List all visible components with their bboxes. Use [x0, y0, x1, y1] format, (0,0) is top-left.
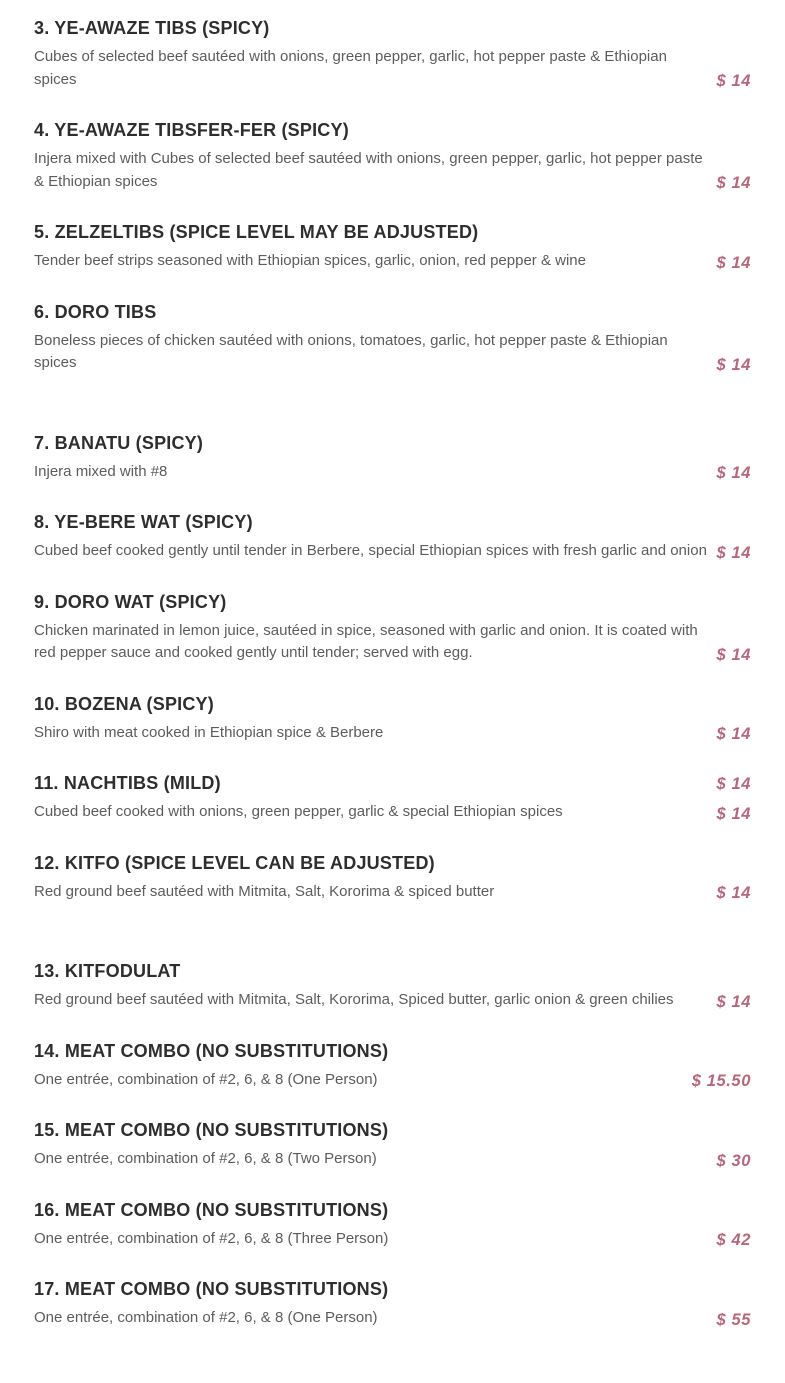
- menu-item-price: $ 14: [716, 992, 751, 1011]
- menu-item-description: One entrée, combination of #2, 6, & 8 (Two Person): [34, 1150, 377, 1167]
- menu-item: [34, 302, 751, 375]
- menu-item: [34, 433, 751, 484]
- menu-item-title-row: [34, 1120, 751, 1148]
- menu-item-title-row: [34, 773, 751, 801]
- menu-item: [34, 592, 751, 665]
- menu-item-title: 3. YE-AWAZE TIBS (SPICY): [34, 18, 270, 38]
- menu-item-title: 11. NACHTIBS (MILD): [34, 773, 221, 793]
- menu-item-description: Cubed beef cooked with onions, green pepper, garlic & special Ethiopian spices: [34, 803, 563, 820]
- menu-item-price: $ 14: [716, 884, 751, 902]
- menu-item: [34, 694, 751, 745]
- menu-item-price: $ 30: [716, 1151, 751, 1170]
- menu-item-title: 7. BANATU (SPICY): [34, 432, 204, 453]
- menu-item-price: $ 14: [716, 543, 751, 562]
- menu-item-title-row: [34, 853, 751, 881]
- menu-item: [34, 222, 751, 273]
- menu-item: [34, 120, 751, 193]
- menu-item-title-row: [34, 694, 751, 722]
- menu-item-title: 16. MEAT COMBO (NO SUBSTITUTIONS): [34, 1199, 389, 1220]
- menu-item-price: $ 14: [716, 174, 751, 192]
- menu-item-price: $ 55: [716, 1310, 751, 1329]
- menu-item-title-price: $ 14: [716, 775, 751, 793]
- menu-item-price: $ 15.50: [691, 1072, 751, 1090]
- menu-item-title-row: [34, 1200, 751, 1228]
- menu-item-desc-row: [34, 330, 751, 375]
- menu-item-title: 12. KITFO (SPICE LEVEL CAN BE ADJUSTED): [34, 852, 435, 873]
- menu-item-desc-row: [34, 46, 751, 91]
- menu-item-title-row: [34, 222, 751, 250]
- menu-item-description: One entrée, combination of #2, 6, & 8 (Three Person): [34, 1229, 389, 1247]
- menu-item-desc-row: [34, 461, 751, 484]
- menu-item: [34, 853, 751, 904]
- menu-item-price: $ 14: [716, 464, 751, 482]
- menu-item-description: Injera mixed with #8: [34, 462, 168, 480]
- menu-item-price: $ 14: [716, 725, 751, 743]
- menu-item-description: Red ground beef sautéed with Mitmita, Salt, Kororima, Spiced butter, garlic onion & green chilies: [34, 991, 674, 1008]
- menu-item-title: 9. DORO WAT (SPICY): [34, 591, 227, 612]
- menu-item-title: 15. MEAT COMBO (NO SUBSTITUTIONS): [34, 1120, 389, 1140]
- menu-item-title-row: [34, 1041, 751, 1069]
- menu-item-title-row: [34, 961, 751, 989]
- menu-item-title: 4. YE-AWAZE TIBSFER-FER (SPICY): [34, 120, 349, 140]
- menu-item-price: $ 14: [716, 72, 751, 90]
- menu-item-description: Boneless pieces of chicken sautéed with onions, tomatoes, garlic, hot pepper paste & Ethiopian spices: [34, 331, 668, 371]
- menu-item-desc-row: [34, 1307, 751, 1330]
- menu-item-title-row: [34, 433, 751, 461]
- menu-item-title: 14. MEAT COMBO (NO SUBSTITUTIONS): [34, 1040, 389, 1061]
- menu-item-title-row: [34, 592, 751, 620]
- menu-item-price: $ 14: [716, 804, 751, 823]
- menu-item-title-row: [34, 18, 751, 46]
- menu-item: [34, 1200, 751, 1251]
- menu-item: [34, 1120, 751, 1171]
- menu-item-desc-row: [34, 801, 751, 824]
- menu-item: [34, 18, 751, 91]
- menu-item-desc-row: [34, 722, 751, 745]
- menu-item-desc-row: [34, 620, 751, 665]
- menu-item-description: Cubed beef cooked gently until tender in Berbere, special Ethiopian spices with fresh garlic and onion: [34, 542, 707, 559]
- menu-item-title-row: [34, 512, 751, 540]
- menu-item-description: Injera mixed with Cubes of selected beef sautéed with onions, green pepper, garlic, hot pepper paste & Ethiopian spices: [34, 150, 703, 190]
- menu-item-title-row: [34, 120, 751, 148]
- menu-item: [34, 1279, 751, 1330]
- menu-item-desc-row: [34, 148, 751, 193]
- menu-item-description: Red ground beef sautéed with Mitmita, Salt, Kororima & spiced butter: [34, 882, 495, 900]
- menu-item-title: 6. DORO TIBS: [34, 301, 157, 322]
- menu-item-title-row: [34, 302, 751, 330]
- menu-item-description: Shiro with meat cooked in Ethiopian spice & Berbere: [34, 723, 384, 741]
- menu-item-title: 13. KITFODULAT: [34, 961, 181, 981]
- menu-item-desc-row: [34, 989, 751, 1012]
- menu-item-description: Cubes of selected beef sautéed with onions, green pepper, garlic, hot pepper paste & Ethiopian spices: [34, 48, 667, 88]
- menu-item-title-row: [34, 1279, 751, 1307]
- menu-item: [34, 961, 751, 1012]
- menu-item-price: $ 14: [716, 355, 751, 374]
- menu-item: [34, 1041, 751, 1092]
- menu-item-description: Chicken marinated in lemon juice, sautéed in spice, seasoned with garlic and onion. It is coated with red pepper sauce and cooked gently until tender; served with egg.: [34, 621, 698, 661]
- menu-item-desc-row: [34, 250, 751, 273]
- menu-item-desc-row: [34, 881, 751, 904]
- menu-item-description: One entrée, combination of #2, 6, & 8 (One Person): [34, 1309, 378, 1326]
- menu-item-desc-row: [34, 1069, 751, 1092]
- menu-item: [34, 773, 751, 824]
- menu-item-desc-row: [34, 540, 751, 563]
- menu-item-title: 8. YE-BERE WAT (SPICY): [34, 512, 253, 532]
- menu-item-description: Tender beef strips seasoned with Ethiopian spices, garlic, onion, red pepper & wine: [34, 252, 586, 269]
- menu-item-price: $ 14: [716, 645, 751, 664]
- menu-item-title: 10. BOZENA (SPICY): [34, 693, 214, 714]
- menu-item-desc-row: [34, 1228, 751, 1251]
- menu-item-price: $ 14: [716, 253, 751, 272]
- menu-item-description: One entrée, combination of #2, 6, & 8 (One Person): [34, 1070, 378, 1088]
- menu-item-title: 5. ZELZELTIBS (SPICE LEVEL MAY BE ADJUSTED): [34, 222, 479, 242]
- menu-item: [34, 512, 751, 563]
- menu-item-desc-row: [34, 1148, 751, 1171]
- menu-item-price: $ 42: [716, 1231, 751, 1249]
- menu-item-title: 17. MEAT COMBO (NO SUBSTITUTIONS): [34, 1279, 389, 1299]
